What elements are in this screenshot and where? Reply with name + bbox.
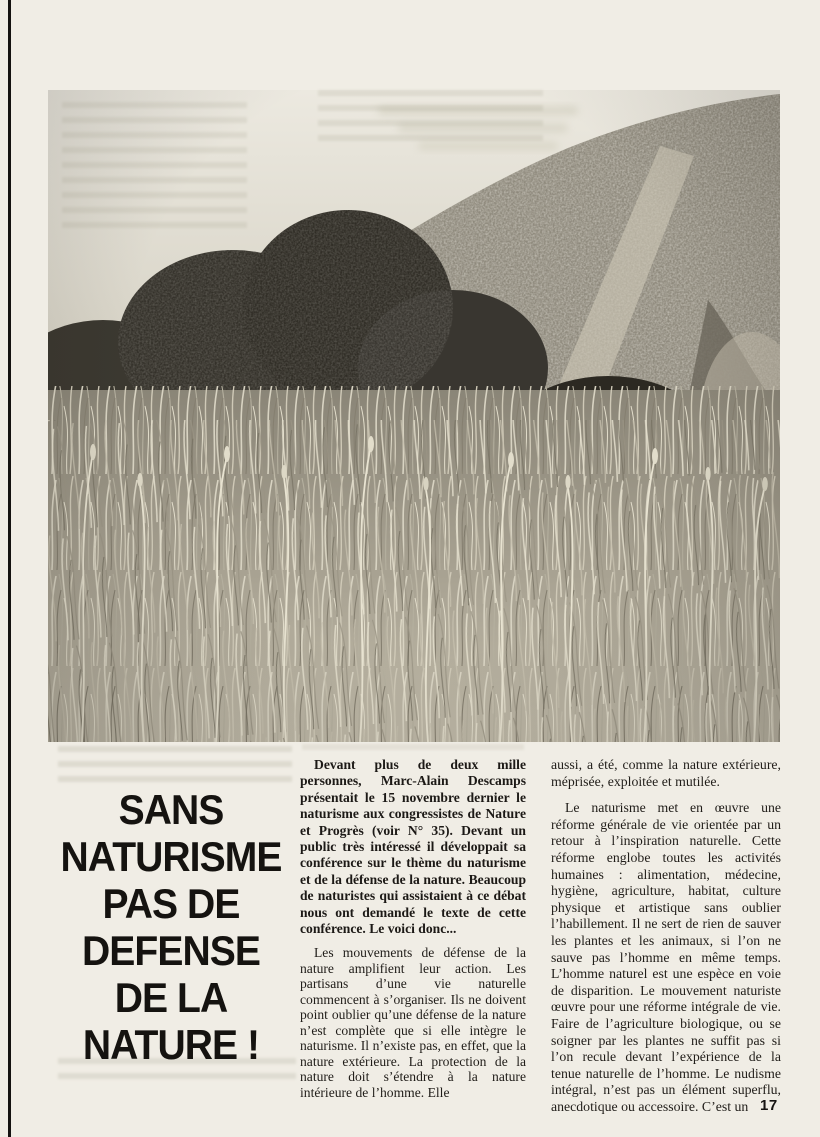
article-photo <box>48 90 780 742</box>
headline-line: DE LA <box>114 974 228 1021</box>
column-right <box>551 757 781 1115</box>
bleedthrough-text <box>58 746 292 788</box>
article-intro: Devant plus de deux mille personnes, Marc-Alain Descamps présentait le 15 novembre dernier le naturisme aux congressistes de Nature et Progrès (voir N° 35). Devant un public très intéressé il développait sa conférence sur le thème du naturisme et de la défense de la nature. Beaucoup de naturistes qui assistaient à ce débat nous ont demandé le texte de cette conférence. Le voici donc... <box>300 757 526 937</box>
headline-line: PAS DE <box>102 880 240 927</box>
article-paragraph: Le naturisme met en œuvre une réforme générale de vie orientée par un retour à l’inspiration naturelle. Cette réforme englobe toutes les activités humaines : alimentation, médecine, hygiène, agriculture, habitat, culture physique et artistique sans oublier l’habillement. Il ne sert de rien de sauver les plantes et les animaux, si l’on ne sauve pas l’homme en même temps. L’homme naturel est une espèce en voie de disparition. Le mouvement naturiste œuvre pour une réforme intégrale de vie. Faire de l’agriculture biologique, ou se soigner par les plantes ne suffit pas si l’on recule devant l’expérience de la tenue naturelle de l’homme. Le nudisme intégral, n’est pas un élément superflu, anecdotique ou accessoire. C’est un <box>551 800 781 1114</box>
page-spine-edge <box>8 0 11 1137</box>
bleedthrough-text <box>302 744 524 755</box>
headline-line: SANS <box>118 786 224 833</box>
column-middle <box>300 757 526 1100</box>
headline-line: DEFENSE <box>82 927 260 974</box>
page-number: 17 <box>760 1097 778 1114</box>
article-paragraph: aussi, a été, comme la nature extérieure, méprisée, exploitée et mutilée. <box>551 757 781 789</box>
photo-vignette <box>48 90 780 742</box>
article-headline <box>48 786 294 1068</box>
headline-line: NATURISME <box>60 833 282 880</box>
article-paragraph: Les mouvements de défense de la nature amplifient leur action. Les partisans d’une vie naturelle commencent à s’organiser. Ils ne doivent point oublier qu’une défense de la nature n’est complète que si elle intègre le naturisme. Il n’existe pas, en effet, que la nature extérieure. La protection de la nature doit s’étendre à la nature intérieure de l’homme. Elle <box>300 945 526 1100</box>
headline-line: NATURE ! <box>82 1021 260 1068</box>
